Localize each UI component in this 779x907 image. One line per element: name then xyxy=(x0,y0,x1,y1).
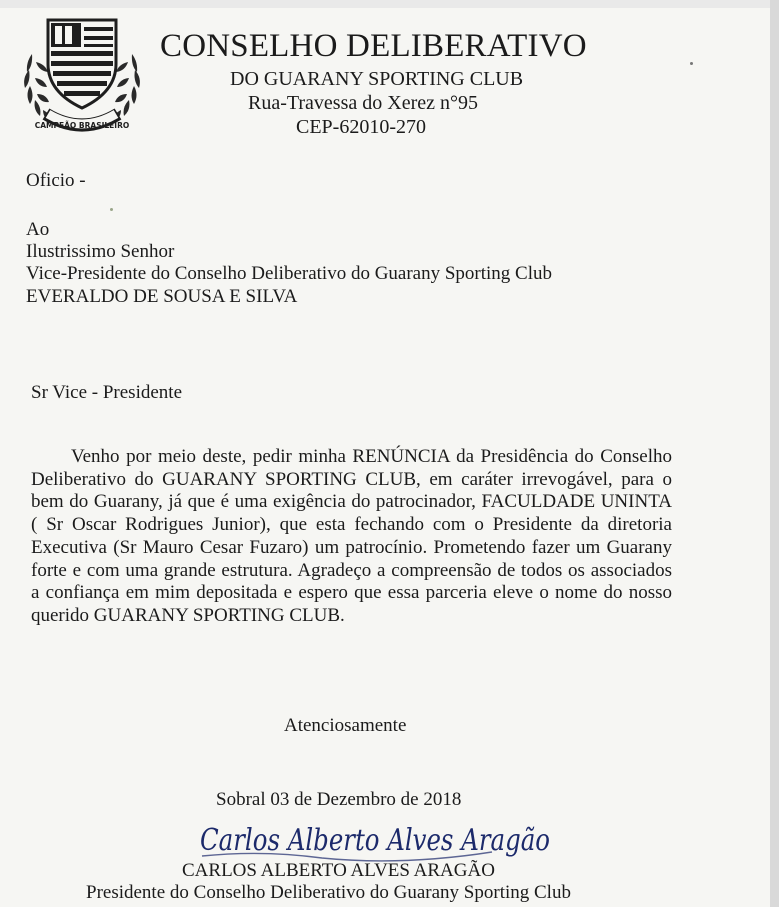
letter-body: Venho por meio deste, pedir minha RENÚNCIA da Presidência do Conselho Deliberativo do GUARANY SPORTING CLUB, em caráter irrevogável, para o bem do Guarany, já que é uma exigência do patrocinador, FACULDADE UNINTA ( Sr Oscar Rodrigues Junior), que esta fechando com o Presidente da diretoria Executiva (Sr Mauro Cesar Fuzaro) um patrocínio. Prometendo fazer um Guarany forte e com uma grande estrutura. Agradeço a compreensão de todos os associados a confiança em mim depositada e espero que essa parceria eleve o nome do nosso querido GUARANY SPORTING CLUB. xyxy=(31,446,672,626)
letterhead-address: Rua-Travessa do Xerez n°95 xyxy=(248,92,478,114)
addressee-title: Ilustrissimo Senhor xyxy=(26,241,175,262)
letterhead-cep: CEP-62010-270 xyxy=(296,116,426,138)
addressee-name: EVERALDO DE SOUSA E SILVA xyxy=(26,286,298,307)
place-date: Sobral 03 de Dezembro de 2018 xyxy=(216,789,462,810)
signer-role: Presidente do Conselho Deliberativo do Guarany Sporting Club xyxy=(86,882,571,903)
handwritten-signature xyxy=(196,812,566,864)
svg-text:CAMPEÃO BRASILEIRO: CAMPEÃO BRASILEIRO xyxy=(34,121,130,130)
to-line: Ao xyxy=(26,219,50,240)
letterhead-title: CONSELHO DELIBERATIVO xyxy=(160,28,587,64)
addressee-role: Vice-Presidente do Conselho Deliberativo do Guarany Sporting Club xyxy=(26,263,553,284)
salutation: Sr Vice - Presidente xyxy=(31,382,182,403)
signer-name: CARLOS ALBERTO ALVES ARAGÃO xyxy=(182,860,495,881)
closing: Atenciosamente xyxy=(284,715,407,736)
paper-speck xyxy=(110,208,113,211)
svg-text:Carlos Alberto Alves Aragão: Carlos Alberto Alves Aragão xyxy=(200,823,550,858)
reference-line: Oficio - xyxy=(26,170,86,191)
club-emblem-logo xyxy=(18,14,146,136)
letterhead-subtitle: DO GUARANY SPORTING CLUB xyxy=(230,68,524,90)
paper-speck xyxy=(690,62,693,65)
page-edge xyxy=(770,0,779,907)
